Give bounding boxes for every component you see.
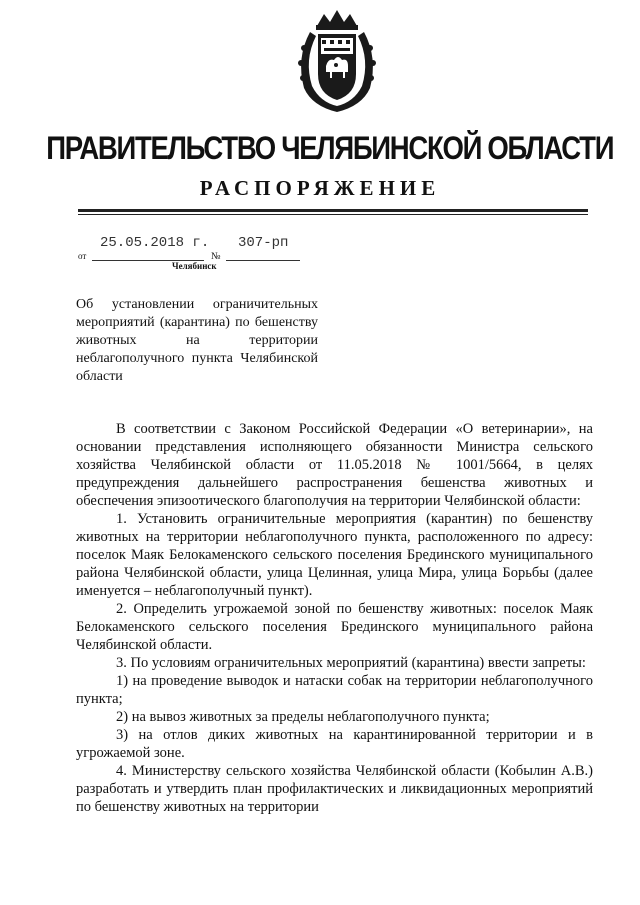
body-paragraph: 4. Министерству сельского хозяйства Челябинской области (Кобылин А.В.) разработать и утвердить план профилактических и ликвидационных мероприятий по бешенству животных на территории <box>76 763 593 815</box>
number-label: № <box>211 251 221 262</box>
from-label: от <box>78 251 87 261</box>
subject-text: Об установлении ограничительных мероприятий (карантина) по бешенству животных на территории неблагополучного пункта Челябинской области <box>76 297 318 384</box>
body-paragraph: 3) на отлов диких животных на карантинированной территории и в угрожаемой зоне. <box>76 727 593 761</box>
header-rule-thick <box>78 209 588 212</box>
document-body <box>76 420 593 816</box>
city-label: Челябинск <box>172 261 217 271</box>
document-type: РАСПОРЯЖЕНИЕ <box>199 176 441 200</box>
header-rule-thin <box>78 214 588 215</box>
body-paragraph: 1) на проведение выводок и натаски собак на территории неблагополучного пункта; <box>76 673 593 707</box>
document-date: 25.05.2018 г. <box>100 235 210 251</box>
body-paragraph: 2) на вывоз животных за пределы неблагополучного пункта; <box>116 709 490 725</box>
body-paragraph: 1. Установить ограничительные мероприятия (карантин) по бешенству животных на территории неблагополучного пункта, расположенного по адресу: поселок Маяк Белокаменского сельского поселения Брединского муниципального района Челябинской области, улица Целинная, улица Мира, улица Борьбы (далее именуется – неблагополучный пункт). <box>76 511 593 599</box>
body-paragraph: 2. Определить угрожаемой зоной по бешенству животных: поселок Маяк Белокаменского сельского поселения Брединского муниципального района Челябинской области. <box>76 601 593 653</box>
number-underline <box>226 260 300 261</box>
body-paragraph: В соответствии с Законом Российской Федерации «О ветеринарии», на основании представления исполняющего обязанности Министра сельского хозяйства Челябинской области от 11.05.2018 № 1001/5664, в целях предупреждения дальнейшего распространения бешенства животных и обеспечения эпизоотического благополучия на территории Челябинской области: <box>76 421 593 509</box>
organization-title: ПРАВИТЕЛЬСТВО ЧЕЛЯБИНСКОЙ ОБЛАСТИ <box>46 130 614 166</box>
document-number: 307-рп <box>238 235 289 251</box>
chelyabinsk-coat-of-arms-emblem <box>292 8 382 114</box>
document-subject <box>76 296 318 386</box>
body-paragraph: 3. По условиям ограничительных мероприятий (карантина) ввести запреты: <box>116 655 586 671</box>
